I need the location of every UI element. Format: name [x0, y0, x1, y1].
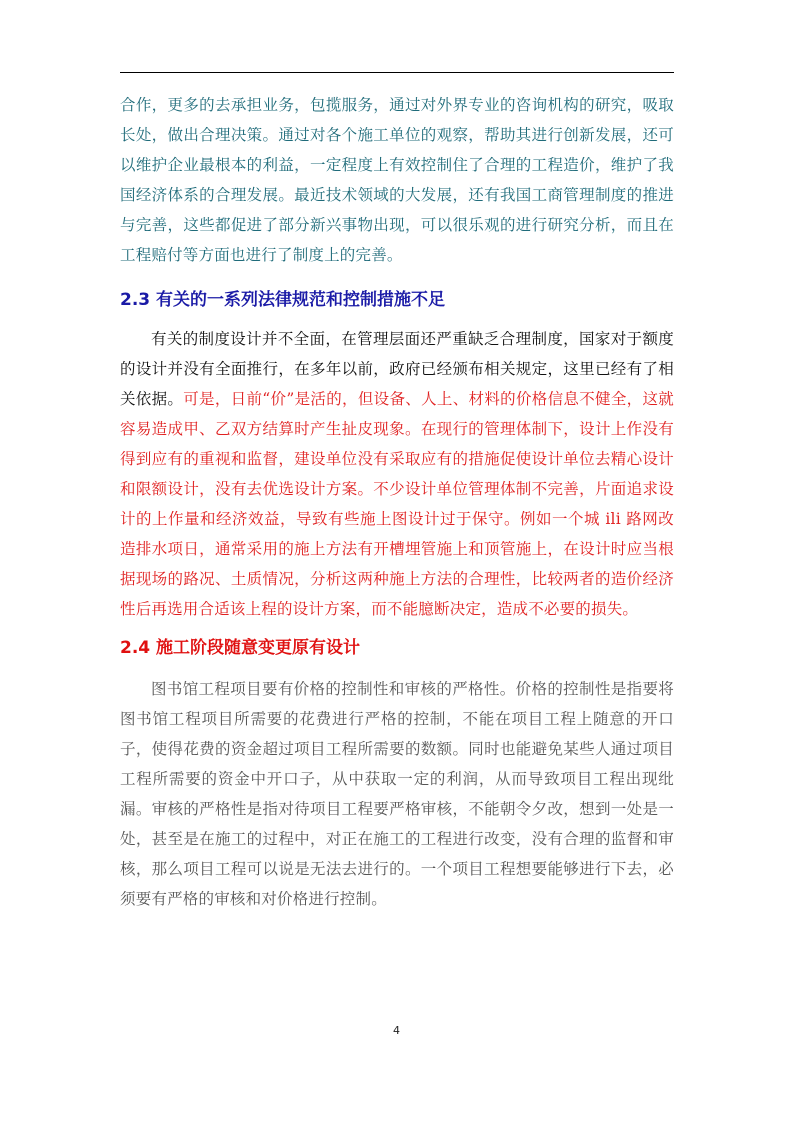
section-2-3-text-part1: 有关的制度设计并不全面，在管理层面还严重缺乏合理制度，国家对于额度的设计并没有全面推行，在多年以前，政府已经颁布相关规定，这里已经有了相关依据。 — [120, 330, 674, 408]
page-number: 4 — [393, 1024, 400, 1037]
section-2-3-heading: 2.3 有关的一系列法律规范和控制措施不足 — [120, 290, 446, 310]
header-rule — [120, 72, 674, 73]
section-2-3-text-part2: 可是，日前“价”是活的，但设备、人上、材料的价格信息不健全，这就容易造成甲、乙双方结算时产生扯皮现象。 — [120, 390, 674, 438]
section-2-4-heading: 2.4 施工阶段随意变更原有设计 — [120, 638, 361, 658]
page-body — [120, 90, 674, 914]
intro-paragraph: 合作，更多的去承担业务，包揽服务，通过对外界专业的咨询机构的研究，吸取长处，做出合理决策。通过对各个施工单位的观察，帮助其进行创新发展，还可以维护企业最根本的利益，一定程度上有效控制住了合理的工程造价，维护了我国经济体系的合理发展。最近技术领域的大发展，还有我国工商管理制度的推进与完善，这些都促进了部分新兴事物出现，可以很乐观的进行研究分析，而且在工程赔付等方面也进行了制度上的完善。 — [120, 96, 674, 264]
section-2-3-paragraph — [120, 324, 674, 624]
section-2-4-paragraph: 图书馆工程项目要有价格的控制性和审核的严格性。价格的控制性是指要将图书馆工程项目所需要的花费进行严格的控制，不能在项目工程上随意的开口子，使得花费的资金超过项目工程所需要的数额。同时也能避免某些人通过项目工程所需要的资金中开口子，从中获取一定的利润，从而导致项目工程出现纰漏。审核的严格性是指对待项目工程要严格审核，不能朝令夕改，想到一处是一处，甚至是在施工的过程中，对正在施工的工程进行改变，没有合理的监督和审核，那么项目工程可以说是无法去进行的。一个项目工程想要能够进行下去，必须要有严格的审核和对价格进行控制。 — [120, 680, 674, 908]
section-2-3-text-part3: 在现行的管理体制下，设计上作没有得到应有的重视和监督，建设单位没有采取应有的措施促使设计单位去精心设计和限额设计，没有去优选设计方案。不少设计单位管理体制不完善，片面追求设计的上作量和经济效益，导致有些施上图设计过于保守。例如一个城 ili 路网改造排水项日，通常采用的施上方法有开槽埋管施上和顶管施上，在设计时应当根据现场的路况、土质情况，分析这两种施上方法的合理性，比较两者的造价经济性后再选用合适该上程的设计方案，而不能臆断决定，造成不必要的损失。 — [120, 420, 674, 618]
